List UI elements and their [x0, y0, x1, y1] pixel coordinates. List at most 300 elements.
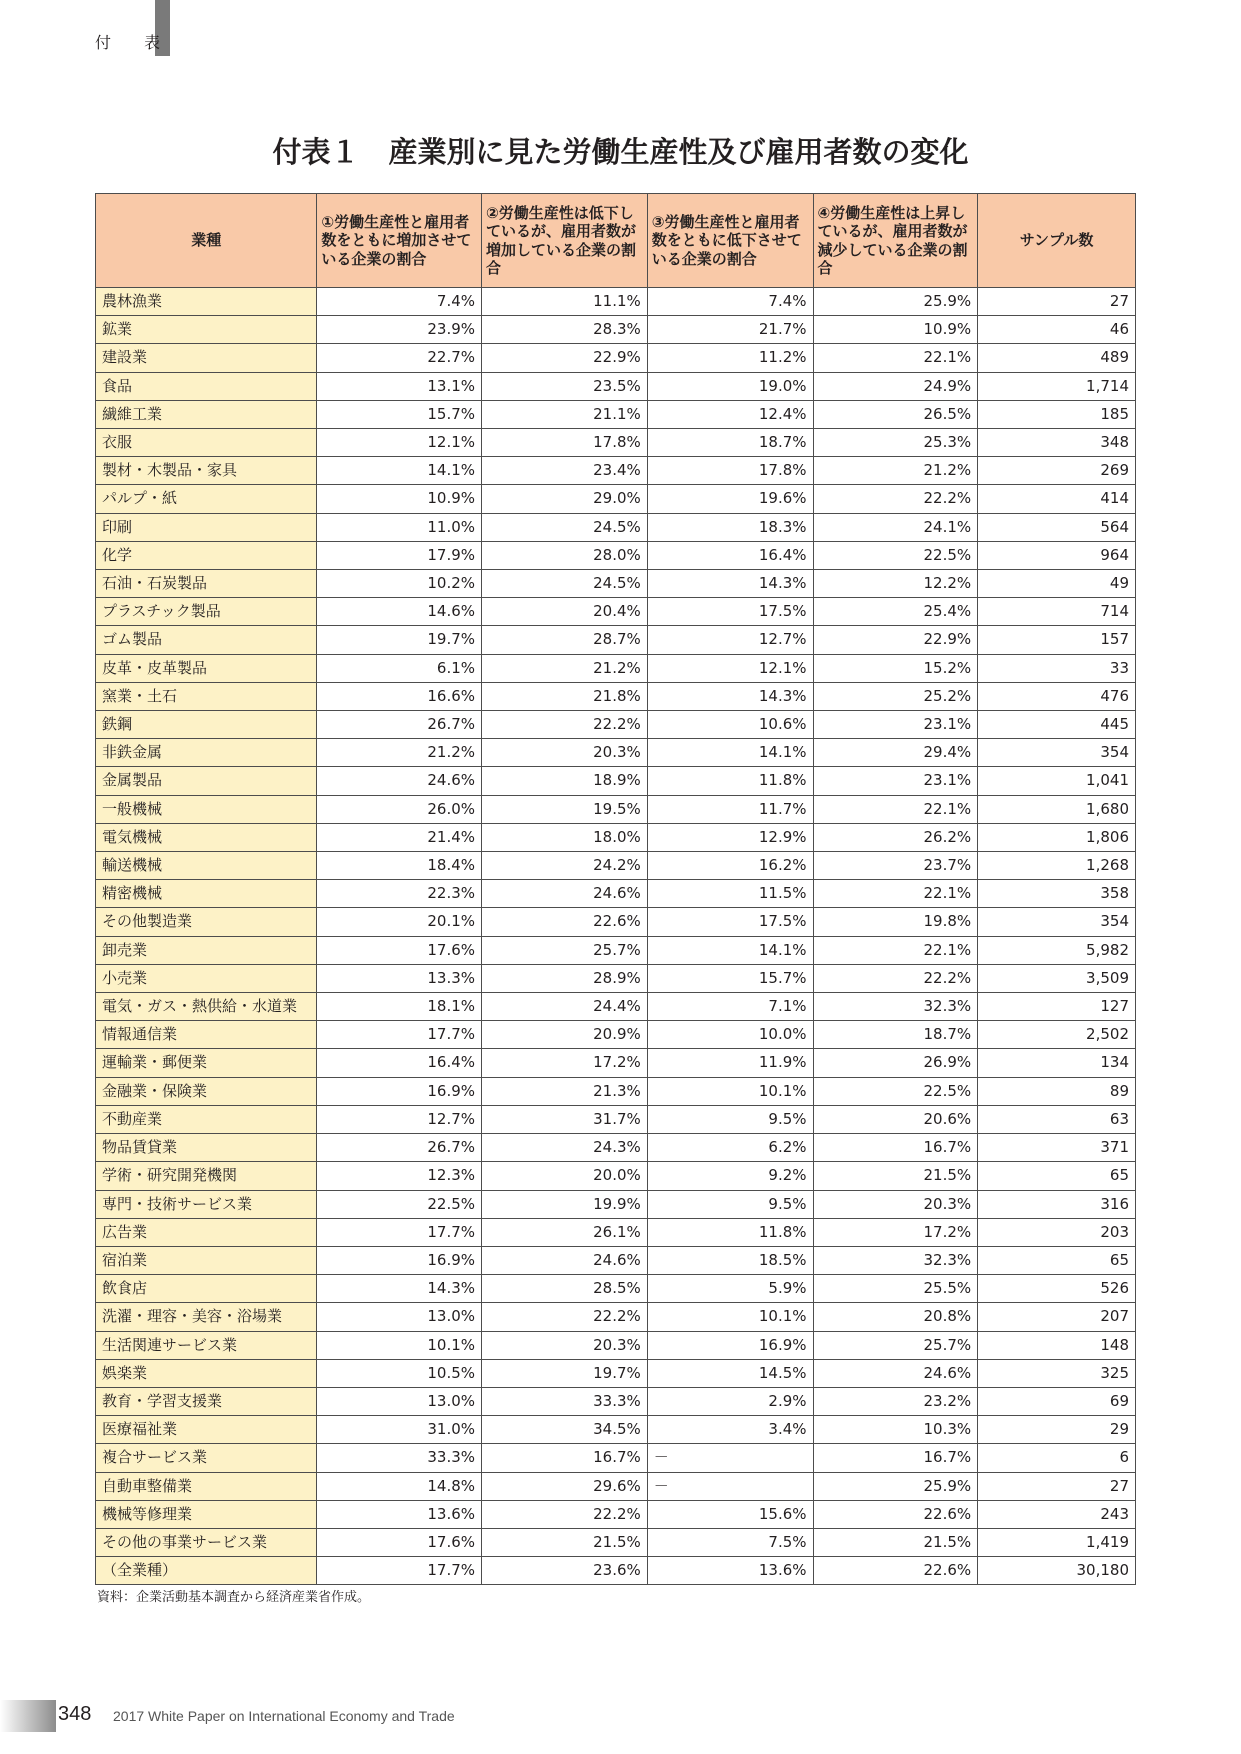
cell-col-3: 16.9% [647, 1331, 813, 1359]
table-row [96, 1246, 1136, 1274]
cell-col-1: 23.9% [317, 316, 482, 344]
cell-col-4: 20.6% [813, 1105, 978, 1133]
cell-col-3: 5.9% [647, 1275, 813, 1303]
table-row [96, 513, 1136, 541]
cell-col-3: 15.7% [647, 964, 813, 992]
cell-sample-count: 414 [978, 485, 1136, 513]
table-row [96, 880, 1136, 908]
cell-industry: 広告業 [96, 1218, 317, 1246]
cell-col-1: 10.2% [317, 570, 482, 598]
page-title: 付表１ 産業別に見た労働生産性及び雇用者数の変化 [272, 135, 969, 169]
table-row [96, 993, 1136, 1021]
cell-col-2: 22.6% [482, 908, 648, 936]
table-row [96, 739, 1136, 767]
cell-col-1: 26.7% [317, 1134, 482, 1162]
cell-col-1: 12.1% [317, 429, 482, 457]
cell-industry: 洗濯・理容・美容・浴場業 [96, 1303, 317, 1331]
cell-col-1: 24.6% [317, 767, 482, 795]
cell-sample-count: 5,982 [978, 936, 1136, 964]
table-row [96, 457, 1136, 485]
cell-col-4: 17.2% [813, 1218, 978, 1246]
cell-col-4: 25.4% [813, 598, 978, 626]
cell-col-2: 17.2% [482, 1049, 648, 1077]
source-note: 資料：企業活動基本調査から経済産業省作成。 [97, 1590, 371, 1605]
cell-industry: 不動産業 [96, 1105, 317, 1133]
cell-industry: 教育・学習支援業 [96, 1387, 317, 1415]
cell-col-2: 21.1% [482, 400, 648, 428]
cell-col-3: 13.6% [647, 1557, 813, 1585]
cell-col-1: 17.7% [317, 1218, 482, 1246]
cell-col-1: 6.1% [317, 654, 482, 682]
cell-col-3: 3.4% [647, 1416, 813, 1444]
cell-col-4: 23.7% [813, 852, 978, 880]
cell-sample-count: 30,180 [978, 1557, 1136, 1585]
table-row [96, 795, 1136, 823]
table-row [96, 1162, 1136, 1190]
cell-col-3: 6.2% [647, 1134, 813, 1162]
cell-col-2: 23.6% [482, 1557, 648, 1585]
cell-col-4: 10.3% [813, 1416, 978, 1444]
cell-col-3: 12.7% [647, 626, 813, 654]
cell-col-4: 26.5% [813, 400, 978, 428]
cell-industry: 娯楽業 [96, 1359, 317, 1387]
cell-col-4: 22.2% [813, 964, 978, 992]
cell-col-3: 18.3% [647, 513, 813, 541]
cell-col-2: 19.5% [482, 795, 648, 823]
cell-col-2: 29.6% [482, 1472, 648, 1500]
cell-col-2: 20.3% [482, 739, 648, 767]
cell-col-4: 29.4% [813, 739, 978, 767]
cell-col-1: 10.9% [317, 485, 482, 513]
cell-col-3: 18.7% [647, 429, 813, 457]
cell-sample-count: 564 [978, 513, 1136, 541]
cell-col-3: 14.3% [647, 682, 813, 710]
cell-col-3: 15.6% [647, 1500, 813, 1528]
cell-sample-count: 348 [978, 429, 1136, 457]
cell-col-4: 32.3% [813, 993, 978, 1021]
cell-industry: 繊維工業 [96, 400, 317, 428]
cell-col-1: 18.4% [317, 852, 482, 880]
cell-sample-count: 445 [978, 711, 1136, 739]
cell-col-2: 22.2% [482, 711, 648, 739]
cell-industry: 皮革・皮革製品 [96, 654, 317, 682]
cell-sample-count: 127 [978, 993, 1136, 1021]
table-row [96, 823, 1136, 851]
cell-industry: 金属製品 [96, 767, 317, 795]
cell-col-4: 23.2% [813, 1387, 978, 1415]
table-row [96, 1359, 1136, 1387]
cell-col-3: 7.1% [647, 993, 813, 1021]
table-row [96, 1190, 1136, 1218]
cell-industry: 飲食店 [96, 1275, 317, 1303]
header-col-1: ①労働生産性と雇用者数をともに増加させている企業の割合 [317, 194, 482, 288]
cell-sample-count: 27 [978, 1472, 1136, 1500]
cell-col-4: 15.2% [813, 654, 978, 682]
cell-industry: 専門・技術サービス業 [96, 1190, 317, 1218]
cell-col-3: 19.6% [647, 485, 813, 513]
cell-col-2: 28.0% [482, 541, 648, 569]
cell-col-2: 22.2% [482, 1303, 648, 1331]
cell-col-4: 12.2% [813, 570, 978, 598]
cell-col-2: 20.0% [482, 1162, 648, 1190]
cell-col-2: 28.7% [482, 626, 648, 654]
table-row [96, 1416, 1136, 1444]
table-row [96, 372, 1136, 400]
cell-industry: 精密機械 [96, 880, 317, 908]
table-row [96, 1387, 1136, 1415]
cell-col-3: 17.5% [647, 598, 813, 626]
cell-sample-count: 49 [978, 570, 1136, 598]
cell-col-1: 13.0% [317, 1303, 482, 1331]
footer-publication: 2017 White Paper on International Economy and Trade [113, 1708, 455, 1724]
cell-col-2: 23.4% [482, 457, 648, 485]
cell-industry: 農林漁業 [96, 288, 317, 316]
table-row [96, 1500, 1136, 1528]
cell-col-3: 12.4% [647, 400, 813, 428]
cell-col-2: 11.1% [482, 288, 648, 316]
cell-col-4: 25.9% [813, 288, 978, 316]
cell-col-1: 12.3% [317, 1162, 482, 1190]
table-row [96, 1557, 1136, 1585]
cell-col-4: 25.9% [813, 1472, 978, 1500]
cell-col-2: 24.6% [482, 880, 648, 908]
table-row [96, 1275, 1136, 1303]
cell-industry: 複合サービス業 [96, 1444, 317, 1472]
cell-industry: 輸送機械 [96, 852, 317, 880]
cell-industry: 鉄鋼 [96, 711, 317, 739]
cell-sample-count: 1,806 [978, 823, 1136, 851]
table-row [96, 1105, 1136, 1133]
cell-col-1: 10.5% [317, 1359, 482, 1387]
cell-col-4: 25.7% [813, 1331, 978, 1359]
cell-col-2: 18.9% [482, 767, 648, 795]
cell-sample-count: 1,714 [978, 372, 1136, 400]
cell-sample-count: 354 [978, 908, 1136, 936]
cell-col-2: 21.2% [482, 654, 648, 682]
cell-col-3: 12.1% [647, 654, 813, 682]
cell-col-1: 22.3% [317, 880, 482, 908]
cell-col-3: 11.9% [647, 1049, 813, 1077]
cell-col-4: 32.3% [813, 1246, 978, 1274]
table-row [96, 598, 1136, 626]
table-row [96, 288, 1136, 316]
cell-sample-count: 65 [978, 1162, 1136, 1190]
table-row [96, 1218, 1136, 1246]
cell-col-1: 14.3% [317, 1275, 482, 1303]
cell-industry: その他製造業 [96, 908, 317, 936]
cell-col-3: 11.2% [647, 344, 813, 372]
cell-col-3: 11.7% [647, 795, 813, 823]
cell-industry: パルプ・紙 [96, 485, 317, 513]
cell-col-2: 20.3% [482, 1331, 648, 1359]
cell-sample-count: 203 [978, 1218, 1136, 1246]
cell-col-4: 21.5% [813, 1162, 978, 1190]
cell-col-2: 22.9% [482, 344, 648, 372]
header-col-2: ②労働生産性は低下しているが、雇用者数が増加している企業の割合 [482, 194, 648, 288]
cell-col-1: 14.1% [317, 457, 482, 485]
cell-industry: 印刷 [96, 513, 317, 541]
cell-col-3: － [647, 1472, 813, 1500]
cell-industry: ゴム製品 [96, 626, 317, 654]
cell-col-4: 22.2% [813, 485, 978, 513]
table-row [96, 1021, 1136, 1049]
cell-col-4: 26.9% [813, 1049, 978, 1077]
cell-col-2: 19.7% [482, 1359, 648, 1387]
cell-col-3: 14.5% [647, 1359, 813, 1387]
cell-col-1: 19.7% [317, 626, 482, 654]
cell-col-4: 22.1% [813, 936, 978, 964]
cell-sample-count: 243 [978, 1500, 1136, 1528]
cell-col-3: 10.0% [647, 1021, 813, 1049]
cell-col-1: 17.7% [317, 1021, 482, 1049]
table-row [96, 936, 1136, 964]
cell-col-1: 13.6% [317, 1500, 482, 1528]
table-row [96, 1472, 1136, 1500]
cell-sample-count: 714 [978, 598, 1136, 626]
cell-industry: 窯業・土石 [96, 682, 317, 710]
cell-sample-count: 1,419 [978, 1528, 1136, 1556]
cell-col-2: 33.3% [482, 1387, 648, 1415]
table-row [96, 1331, 1136, 1359]
table-row [96, 485, 1136, 513]
cell-col-2: 20.9% [482, 1021, 648, 1049]
cell-col-4: 24.6% [813, 1359, 978, 1387]
cell-industry: プラスチック製品 [96, 598, 317, 626]
cell-col-1: 16.9% [317, 1077, 482, 1105]
cell-col-2: 24.6% [482, 1246, 648, 1274]
cell-col-1: 26.0% [317, 795, 482, 823]
cell-col-4: 16.7% [813, 1134, 978, 1162]
cell-sample-count: 269 [978, 457, 1136, 485]
cell-col-1: 16.6% [317, 682, 482, 710]
cell-sample-count: 964 [978, 541, 1136, 569]
cell-col-4: 19.8% [813, 908, 978, 936]
cell-col-1: 16.9% [317, 1246, 482, 1274]
cell-col-1: 20.1% [317, 908, 482, 936]
cell-col-3: － [647, 1444, 813, 1472]
cell-col-4: 22.6% [813, 1500, 978, 1528]
cell-col-1: 21.4% [317, 823, 482, 851]
table-header-row [96, 194, 1136, 288]
cell-col-4: 22.1% [813, 795, 978, 823]
cell-industry: 自動車整備業 [96, 1472, 317, 1500]
cell-col-1: 12.7% [317, 1105, 482, 1133]
cell-sample-count: 1,268 [978, 852, 1136, 880]
cell-industry: 建設業 [96, 344, 317, 372]
cell-industry: 石油・石炭製品 [96, 570, 317, 598]
cell-sample-count: 354 [978, 739, 1136, 767]
header-col-3: ③労働生産性と雇用者数をともに低下させている企業の割合 [647, 194, 813, 288]
cell-col-1: 10.1% [317, 1331, 482, 1359]
table-row [96, 908, 1136, 936]
cell-sample-count: 526 [978, 1275, 1136, 1303]
table-row [96, 1134, 1136, 1162]
cell-col-2: 21.8% [482, 682, 648, 710]
cell-sample-count: 63 [978, 1105, 1136, 1133]
cell-sample-count: 489 [978, 344, 1136, 372]
cell-col-2: 19.9% [482, 1190, 648, 1218]
cell-col-1: 13.3% [317, 964, 482, 992]
table-row [96, 400, 1136, 428]
table-row [96, 1077, 1136, 1105]
footer-gradient [0, 1700, 56, 1732]
cell-col-2: 26.1% [482, 1218, 648, 1246]
cell-col-2: 25.7% [482, 936, 648, 964]
cell-col-1: 18.1% [317, 993, 482, 1021]
cell-col-3: 10.1% [647, 1077, 813, 1105]
cell-col-1: 13.1% [317, 372, 482, 400]
cell-industry: 電気・ガス・熱供給・水道業 [96, 993, 317, 1021]
cell-col-1: 33.3% [317, 1444, 482, 1472]
header-industry: 業種 [96, 194, 317, 288]
cell-sample-count: 27 [978, 288, 1136, 316]
cell-col-4: 22.1% [813, 880, 978, 908]
cell-sample-count: 134 [978, 1049, 1136, 1077]
cell-col-3: 14.1% [647, 739, 813, 767]
table-row [96, 1444, 1136, 1472]
cell-col-1: 22.7% [317, 344, 482, 372]
cell-col-2: 29.0% [482, 485, 648, 513]
cell-col-4: 25.3% [813, 429, 978, 457]
cell-col-2: 21.3% [482, 1077, 648, 1105]
cell-sample-count: 207 [978, 1303, 1136, 1331]
cell-industry: 運輸業・郵便業 [96, 1049, 317, 1077]
cell-sample-count: 157 [978, 626, 1136, 654]
cell-col-1: 26.7% [317, 711, 482, 739]
cell-industry: 生活関連サービス業 [96, 1331, 317, 1359]
cell-col-3: 14.1% [647, 936, 813, 964]
cell-col-1: 17.9% [317, 541, 482, 569]
cell-col-4: 25.2% [813, 682, 978, 710]
header-col-4: ④労働生産性は上昇しているが、雇用者数が減少している企業の割合 [813, 194, 978, 288]
cell-col-4: 22.6% [813, 1557, 978, 1585]
cell-col-1: 17.6% [317, 936, 482, 964]
cell-col-3: 11.5% [647, 880, 813, 908]
cell-col-3: 14.3% [647, 570, 813, 598]
cell-col-3: 9.5% [647, 1105, 813, 1133]
cell-sample-count: 325 [978, 1359, 1136, 1387]
cell-col-4: 21.5% [813, 1528, 978, 1556]
cell-col-1: 15.7% [317, 400, 482, 428]
cell-col-4: 26.2% [813, 823, 978, 851]
cell-col-4: 22.5% [813, 1077, 978, 1105]
cell-col-2: 24.3% [482, 1134, 648, 1162]
cell-industry: 学術・研究開発機関 [96, 1162, 317, 1190]
cell-col-2: 28.3% [482, 316, 648, 344]
cell-col-1: 7.4% [317, 288, 482, 316]
table-row [96, 767, 1136, 795]
cell-col-4: 16.7% [813, 1444, 978, 1472]
table-row [96, 541, 1136, 569]
cell-industry: その他の事業サービス業 [96, 1528, 317, 1556]
cell-col-4: 10.9% [813, 316, 978, 344]
cell-col-2: 21.5% [482, 1528, 648, 1556]
cell-col-4: 18.7% [813, 1021, 978, 1049]
cell-col-3: 10.6% [647, 711, 813, 739]
cell-sample-count: 1,041 [978, 767, 1136, 795]
table-row [96, 570, 1136, 598]
cell-col-3: 7.4% [647, 288, 813, 316]
cell-industry: 物品賃貸業 [96, 1134, 317, 1162]
cell-col-3: 12.9% [647, 823, 813, 851]
cell-col-2: 31.7% [482, 1105, 648, 1133]
cell-col-1: 14.6% [317, 598, 482, 626]
cell-col-3: 9.5% [647, 1190, 813, 1218]
cell-sample-count: 89 [978, 1077, 1136, 1105]
cell-col-3: 19.0% [647, 372, 813, 400]
cell-col-2: 34.5% [482, 1416, 648, 1444]
cell-col-3: 2.9% [647, 1387, 813, 1415]
cell-sample-count: 2,502 [978, 1021, 1136, 1049]
cell-col-3: 11.8% [647, 1218, 813, 1246]
cell-sample-count: 33 [978, 654, 1136, 682]
table-row [96, 654, 1136, 682]
table-row [96, 852, 1136, 880]
cell-industry: 非鉄金属 [96, 739, 317, 767]
cell-col-4: 23.1% [813, 711, 978, 739]
table-row [96, 429, 1136, 457]
cell-industry: 一般機械 [96, 795, 317, 823]
cell-col-1: 17.7% [317, 1557, 482, 1585]
cell-industry: 電気機械 [96, 823, 317, 851]
table-row [96, 711, 1136, 739]
cell-col-4: 22.5% [813, 541, 978, 569]
cell-col-4: 23.1% [813, 767, 978, 795]
table-row [96, 1528, 1136, 1556]
cell-sample-count: 185 [978, 400, 1136, 428]
cell-sample-count: 69 [978, 1387, 1136, 1415]
cell-industry: 衣服 [96, 429, 317, 457]
table-row [96, 964, 1136, 992]
cell-col-4: 25.5% [813, 1275, 978, 1303]
cell-col-2: 24.2% [482, 852, 648, 880]
table-row [96, 1049, 1136, 1077]
cell-col-3: 21.7% [647, 316, 813, 344]
cell-industry: 鉱業 [96, 316, 317, 344]
cell-col-1: 13.0% [317, 1387, 482, 1415]
cell-col-2: 28.9% [482, 964, 648, 992]
cell-col-2: 16.7% [482, 1444, 648, 1472]
page-number: 348 [58, 1703, 92, 1725]
cell-col-2: 17.8% [482, 429, 648, 457]
cell-sample-count: 29 [978, 1416, 1136, 1444]
cell-industry: 製材・木製品・家具 [96, 457, 317, 485]
cell-col-2: 18.0% [482, 823, 648, 851]
cell-col-1: 31.0% [317, 1416, 482, 1444]
cell-industry: 機械等修理業 [96, 1500, 317, 1528]
cell-sample-count: 371 [978, 1134, 1136, 1162]
cell-col-2: 28.5% [482, 1275, 648, 1303]
cell-col-4: 24.9% [813, 372, 978, 400]
cell-sample-count: 1,680 [978, 795, 1136, 823]
table-row [96, 682, 1136, 710]
cell-industry: 小売業 [96, 964, 317, 992]
cell-col-3: 16.2% [647, 852, 813, 880]
cell-col-1: 22.5% [317, 1190, 482, 1218]
cell-col-4: 21.2% [813, 457, 978, 485]
cell-col-2: 24.5% [482, 513, 648, 541]
cell-col-1: 16.4% [317, 1049, 482, 1077]
cell-industry: 情報通信業 [96, 1021, 317, 1049]
cell-industry: 宿泊業 [96, 1246, 317, 1274]
cell-col-3: 11.8% [647, 767, 813, 795]
table-row [96, 344, 1136, 372]
cell-sample-count: 316 [978, 1190, 1136, 1218]
cell-col-4: 22.1% [813, 344, 978, 372]
cell-col-3: 17.8% [647, 457, 813, 485]
section-label: 付 表 [95, 33, 175, 52]
cell-col-1: 21.2% [317, 739, 482, 767]
